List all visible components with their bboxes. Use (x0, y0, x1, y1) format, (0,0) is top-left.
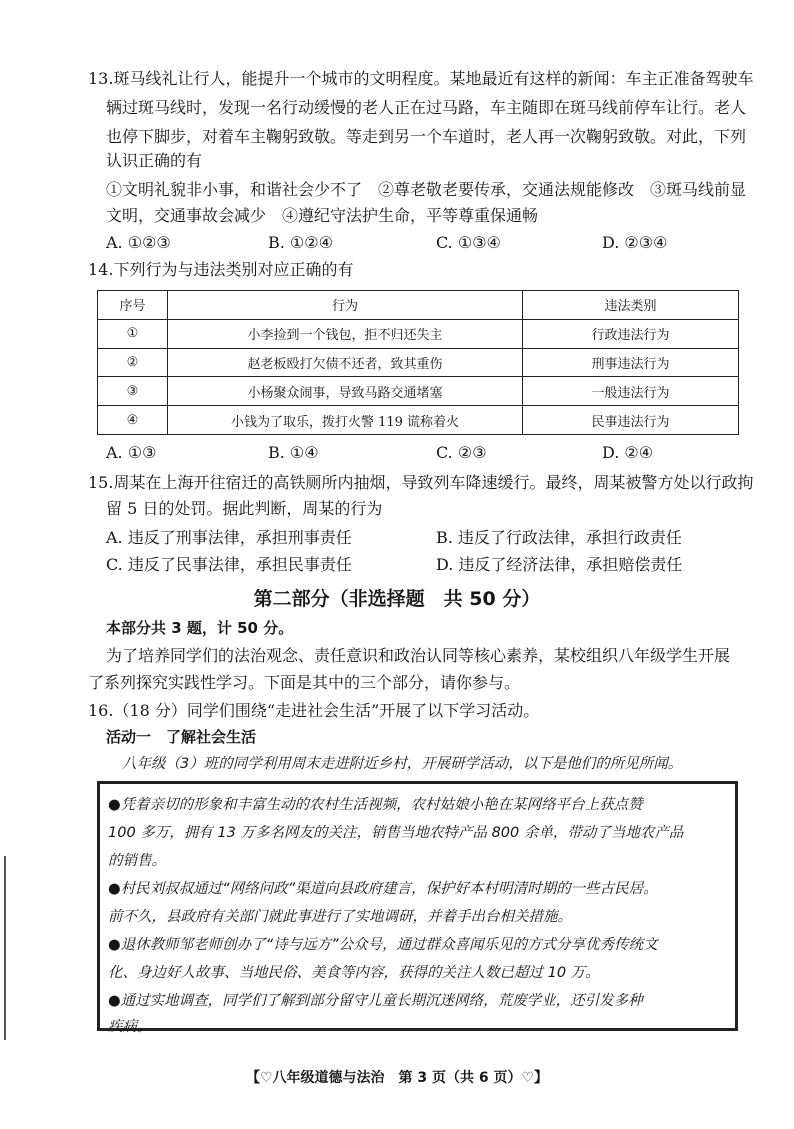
material-line: 化、身边好人故事、当地民俗、美食等内容，获得的关注人数已超过 10 万。 (108, 965, 600, 981)
page-footer: 【♡八年级道德与法治 第 3 页（共 6 页）♡】 (245, 1070, 549, 1086)
table-header-behavior: 行为 (168, 291, 523, 320)
table-cell-behavior: 赵老板殴打欠债不还者，致其重伤 (168, 348, 523, 377)
part2-note: 本部分共 3 题，计 50 分。 (106, 619, 294, 637)
table-cell-behavior: 小杨聚众闹事，导致马路交通堵塞 (168, 377, 523, 406)
table-header-category: 违法类别 (523, 291, 739, 320)
q14-option-d[interactable]: D. ②④ (602, 443, 654, 462)
table-cell-behavior: 小钱为了取乐，拨打火警 119 谎称着火 (168, 406, 523, 435)
table-cell-category: 一般违法行为 (523, 377, 739, 406)
q13-stem-line-3: 也停下脚步，对着车主鞠躬致敬。等走到另一个车道时，老人再一次鞠躬致敬。对此，下列 (106, 127, 747, 146)
table-row (98, 319, 739, 348)
q13-stem-line-2: 辆过斑马线时，发现一名行动缓慢的老人正在过马路，车主随即在斑马线前停车让行。老人 (106, 98, 747, 117)
scan-edge-line (4, 856, 6, 1040)
q13-option-a[interactable]: A. ①②③ (106, 233, 171, 252)
q15-stem-line-2: 留 5 日的处罚。据此判断，周某的行为 (106, 499, 383, 518)
material-line: ●凭着亲切的形象和丰富生动的农村生活视频，农村姑娘小艳在某网络平台上获点赞 (108, 797, 643, 813)
part2-intro-line-1: 为了培养同学们的法治观念、责任意识和政治认同等核心素养，某校组织八年级学生开展 (106, 646, 731, 665)
q15-option-d[interactable]: D. 违反了经济法律，承担赔偿责任 (436, 555, 683, 574)
part2-intro-line-2: 了系列探究实践性学习。下面是其中的三个部分，请你参与。 (88, 673, 521, 692)
q13-statement-line-2: 文明，交通事故会减少 ④遵纪守法护生命，平等尊重保通畅 (106, 206, 539, 225)
q16-stem: 16.（18 分）同学们围绕“走进社会生活”开展了以下学习活动。 (88, 701, 540, 720)
q13-option-c[interactable]: C. ①③④ (436, 233, 501, 252)
q16-material-box (97, 781, 738, 1035)
q16-activity-title: 活动一 了解社会生活 (106, 728, 257, 746)
table-row (98, 377, 739, 406)
table-cell-category: 刑事违法行为 (523, 348, 739, 377)
table-header-index: 序号 (98, 291, 168, 320)
q14-table (97, 290, 739, 435)
table-header-row (98, 291, 739, 320)
q14-option-a[interactable]: A. ①③ (106, 443, 157, 462)
table-cell-category: 民事违法行为 (523, 406, 739, 435)
q15-stem-line-1: 15.周某在上海开往宿迁的高铁厕所内抽烟，导致列车降速缓行。最终，周某被警方处以行政拘 (88, 473, 754, 492)
table-cell-category: 行政违法行为 (523, 319, 739, 348)
table-cell-index: ④ (98, 406, 168, 435)
q16-activity-intro: 八年级（3）班的同学利用周末走进附近乡村，开展研学活动，以下是他们的所见所闻。 (122, 756, 683, 772)
q13-option-b[interactable]: B. ①②④ (268, 233, 333, 252)
table-cell-behavior: 小李捡到一个钱包，拒不归还失主 (168, 319, 523, 348)
table-cell-index: ② (98, 348, 168, 377)
material-line: 的销售。 (108, 853, 166, 869)
material-line: ●通过实地调查，同学们了解到部分留守儿童长期沉迷网络，荒废学业，还引发多种 (108, 993, 643, 1009)
q14-option-c[interactable]: C. ②③ (436, 443, 487, 462)
material-line: 100 多万，拥有 13 万多名网友的关注，销售当地农特产品 800 余单，带动了当地农产品 (108, 825, 684, 841)
material-line: 前不久，县政府有关部门就此事进行了实地调研，并着手出台相关措施。 (108, 909, 572, 925)
q15-option-c[interactable]: C. 违反了民事法律，承担民事责任 (106, 555, 352, 574)
q15-option-a[interactable]: A. 违反了刑事法律，承担刑事责任 (106, 528, 352, 547)
q15-option-b[interactable]: B. 违反了行政法律，承担行政责任 (436, 528, 682, 547)
q13-stem-line-4: 认识正确的有 (106, 151, 203, 170)
q14-option-b[interactable]: B. ①④ (268, 443, 319, 462)
material-line: ●村民刘叔叔通过“网络问政”渠道向县政府建言，保护好本村明清时期的一些古民居。 (108, 881, 658, 897)
table-cell-index: ① (98, 319, 168, 348)
q13-option-d[interactable]: D. ②③④ (602, 233, 668, 252)
table-row (98, 348, 739, 377)
material-line: ●退休教师邹老师创办了“诗与远方”公众号，通过群众喜闻乐见的方式分享优秀传统文 (108, 937, 658, 953)
table-cell-index: ③ (98, 377, 168, 406)
q13-stem-line-1: 13.斑马线礼让行人，能提升一个城市的文明程度。某地最近有这样的新闻：车主正准备驾驶车 (88, 69, 754, 88)
part2-title: 第二部分（非选择题 共 50 分） (253, 588, 541, 610)
material-line: 疾病。 (108, 1019, 152, 1035)
q13-statement-line-1: ①文明礼貌非小事，和谐社会少不了 ②尊老敬老要传承，交通法规能修改 ③斑马线前显 (106, 180, 747, 199)
q14-stem: 14.下列行为与违法类别对应正确的有 (88, 260, 354, 279)
table-row (98, 406, 739, 435)
